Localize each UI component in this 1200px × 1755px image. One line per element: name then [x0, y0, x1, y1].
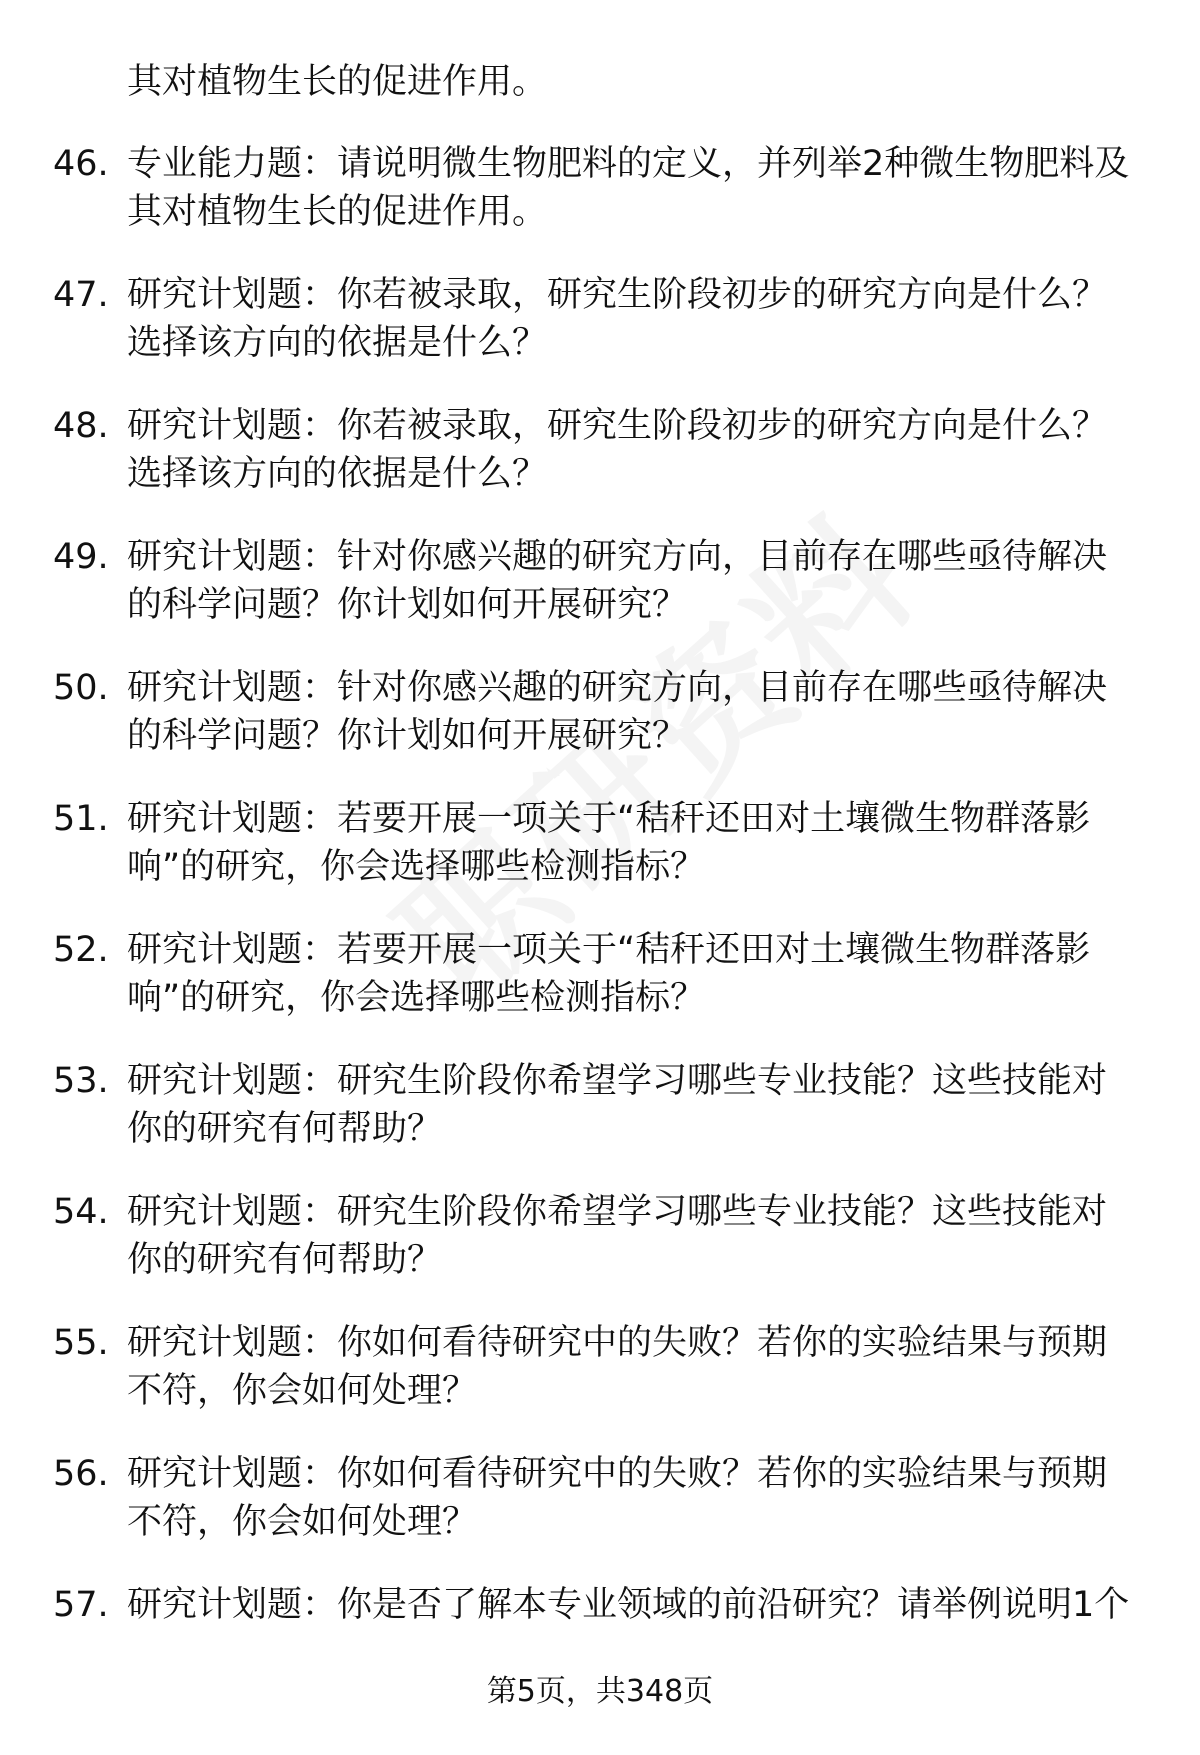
- item-line: 不符，你会如何处理？: [127, 1371, 478, 1411]
- item-line: 响”的研究，你会选择哪些检测指标？: [127, 847, 706, 887]
- item-line: 研究计划题：你如何看待研究中的失败？若你的实验结果与预期: [127, 1454, 1108, 1494]
- item-line: 专业能力题：请说明微生物肥料的定义，并列举2种微生物肥料及: [127, 144, 1130, 184]
- item-line: 研究计划题：你如何看待研究中的失败？若你的实验结果与预期: [127, 1323, 1108, 1363]
- item-text: [127, 271, 1157, 402]
- list-item: [0, 1188, 1200, 1319]
- item-line: 不符，你会如何处理？: [127, 1502, 478, 1542]
- item-text: [127, 402, 1157, 533]
- item-line: 其对植物生长的促进作用。: [127, 192, 548, 232]
- item-line: 研究计划题：针对你感兴趣的研究方向，目前存在哪些亟待解决: [127, 537, 1108, 577]
- item-line: 研究计划题：若要开展一项关于“秸秆还田对土壤微生物群落影: [127, 799, 1091, 839]
- item-line: 研究计划题：你是否了解本专业领域的前沿研究？请举例说明1个: [127, 1585, 1130, 1625]
- item-line: 的科学问题？你计划如何开展研究？: [127, 585, 688, 625]
- list-item: [0, 533, 1200, 664]
- item-text: [127, 926, 1157, 1057]
- item-text: [127, 533, 1157, 664]
- item-text: [127, 664, 1157, 795]
- list-item: [0, 1450, 1200, 1581]
- list-item: [0, 795, 1200, 926]
- item-number: 55.: [53, 1323, 109, 1363]
- item-text: [127, 140, 1157, 271]
- list-item: [0, 1057, 1200, 1188]
- item-line: 研究计划题：针对你感兴趣的研究方向，目前存在哪些亟待解决: [127, 668, 1108, 708]
- item-number: 50.: [53, 668, 109, 708]
- page-footer: 第5页，共348页: [486, 1674, 714, 1709]
- item-text: [127, 1319, 1157, 1450]
- item-line: 选择该方向的依据是什么？: [127, 323, 548, 363]
- item-line: 响”的研究，你会选择哪些检测指标？: [127, 978, 706, 1018]
- item-text: [127, 1188, 1157, 1319]
- item-line: 研究计划题：研究生阶段你希望学习哪些专业技能？这些技能对: [127, 1061, 1108, 1101]
- list-item: [0, 926, 1200, 1057]
- item-number: 51.: [53, 799, 109, 839]
- item-line: 你的研究有何帮助？: [127, 1109, 443, 1149]
- item-number: 57.: [53, 1585, 109, 1625]
- item-text: [127, 1057, 1157, 1188]
- list-item: [0, 140, 1200, 271]
- item-line: 选择该方向的依据是什么？: [127, 454, 548, 494]
- item-line: 研究计划题：你若被录取，研究生阶段初步的研究方向是什么？: [127, 275, 1108, 315]
- item-number: 49.: [53, 537, 109, 577]
- list-item: [0, 1319, 1200, 1450]
- item-number: 46.: [53, 144, 109, 184]
- list-item: [0, 402, 1200, 533]
- question-list: [0, 140, 1200, 1712]
- item-text: [127, 795, 1157, 926]
- item-line: 研究计划题：你若被录取，研究生阶段初步的研究方向是什么？: [127, 406, 1108, 446]
- item-number: 52.: [53, 930, 109, 970]
- item-line: 的科学问题？你计划如何开展研究？: [127, 716, 688, 756]
- item-number: 47.: [53, 275, 109, 315]
- item-line: 你的研究有何帮助？: [127, 1240, 443, 1280]
- item-number: 48.: [53, 406, 109, 446]
- item-number: 54.: [53, 1192, 109, 1232]
- item-line: 研究计划题：若要开展一项关于“秸秆还田对土壤微生物群落影: [127, 930, 1091, 970]
- continued-line: 其对植物生长的促进作用。: [127, 62, 548, 102]
- list-item: [0, 664, 1200, 795]
- item-number: 56.: [53, 1454, 109, 1494]
- list-item: [0, 271, 1200, 402]
- item-text: [127, 1450, 1157, 1581]
- item-line: 研究计划题：研究生阶段你希望学习哪些专业技能？这些技能对: [127, 1192, 1108, 1232]
- item-number: 53.: [53, 1061, 109, 1101]
